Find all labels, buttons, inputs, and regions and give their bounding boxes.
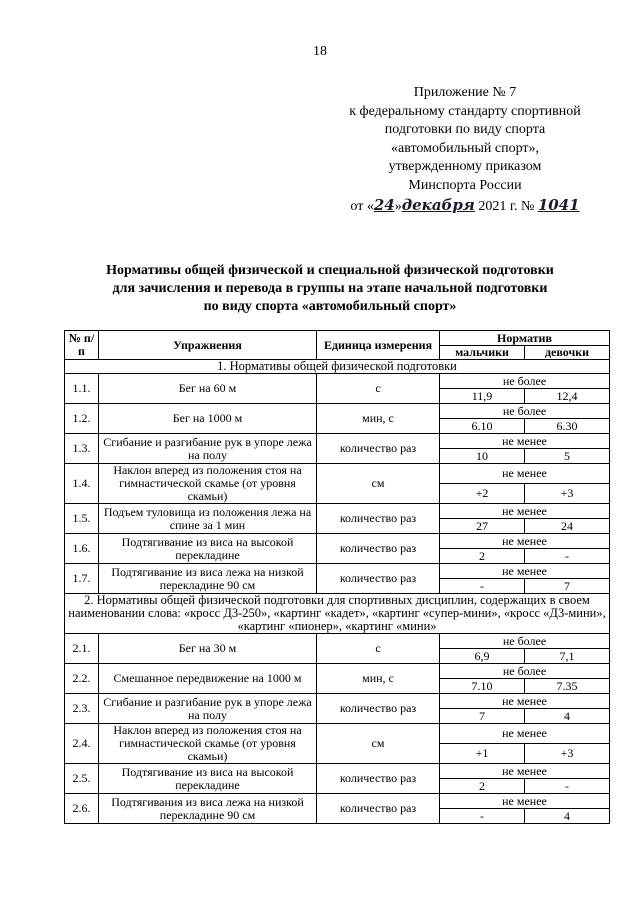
- unit-cell: мин, с: [317, 404, 440, 434]
- norm-qualifier: не менее: [440, 504, 610, 519]
- date-prefix: от «: [350, 198, 374, 214]
- girls-value: -: [525, 549, 610, 564]
- norm-qualifier: не более: [440, 664, 610, 679]
- row-number: 2.6.: [65, 794, 99, 824]
- table-row: [65, 564, 610, 579]
- exercise-name: Подтягивание из виса на высокой перекладине: [99, 534, 317, 564]
- section1-body: [65, 360, 610, 594]
- row-number: 1.7.: [65, 564, 99, 594]
- header-unit: Единица измерения: [317, 331, 440, 360]
- row-number: 1.2.: [65, 404, 99, 434]
- norm-qualifier: не менее: [440, 764, 610, 779]
- norm-qualifier: не менее: [440, 434, 610, 449]
- appendix-line: «автомобильный спорт»,: [390, 140, 540, 156]
- norm-qualifier: не менее: [440, 794, 610, 809]
- unit-cell: количество раз: [317, 504, 440, 534]
- unit-cell: см: [317, 464, 440, 504]
- unit-cell: количество раз: [317, 534, 440, 564]
- date-mid: »: [394, 198, 402, 214]
- unit-cell: количество раз: [317, 694, 440, 724]
- row-number: 2.1.: [65, 634, 99, 664]
- unit-cell: с: [317, 634, 440, 664]
- table-row: [65, 504, 610, 519]
- girls-value: -: [525, 779, 610, 794]
- exercise-name: Подъем туловища из положения лежа на спине за 1 мин: [99, 504, 317, 534]
- handwritten-order-number: 1041: [537, 195, 580, 214]
- row-number: 2.2.: [65, 664, 99, 694]
- exercise-name: Бег на 30 м: [99, 634, 317, 664]
- section-header: [65, 360, 610, 374]
- norm-qualifier: не более: [440, 634, 610, 649]
- girls-value: 6.30: [525, 419, 610, 434]
- exercise-name: Сгибание и разгибание рук в упоре лежа на полу: [99, 694, 317, 724]
- table-row: [65, 764, 610, 779]
- boys-value: 6,9: [440, 649, 525, 664]
- title-line: Нормативы общей физической и специальной физической подготовки: [106, 263, 554, 278]
- exercise-name: Наклон вперед из положения стоя на гимнастической скамье (от уровня скамьи): [99, 464, 317, 504]
- row-number: 2.3.: [65, 694, 99, 724]
- exercise-name: Подтягивания из виса лежа на низкой перекладине 90 см: [99, 794, 317, 824]
- row-number: 1.4.: [65, 464, 99, 504]
- norm-qualifier: не менее: [440, 564, 610, 579]
- table-row: [65, 794, 610, 809]
- section-header: [65, 594, 610, 634]
- appendix-line: утвержденному приказом: [388, 159, 542, 175]
- girls-value: 4: [525, 809, 610, 824]
- exercise-name: Наклон вперед из положения стоя на гимнастической скамье (от уровня скамьи): [99, 724, 317, 764]
- appendix-line: подготовки по виду спорта: [384, 122, 546, 138]
- boys-value: 7: [440, 709, 525, 724]
- boys-value: -: [440, 579, 525, 594]
- girls-value: +3: [525, 484, 610, 504]
- section2-title: 2. Нормативы общей физической подготовки для спортивных дисциплин, содержащих в своем наименовании слова: «кросс Д3-250», «картинг «кадет», «картинг «супер-мини», «кросс «Д3-мини», «картинг «пионер», «картинг «мини»: [65, 594, 610, 634]
- girls-value: 5: [525, 449, 610, 464]
- norm-qualifier: не менее: [440, 464, 610, 484]
- exercise-name: Бег на 1000 м: [99, 404, 317, 434]
- unit-cell: с: [317, 374, 440, 404]
- exercise-name: Бег на 60 м: [99, 374, 317, 404]
- header-norm: Норматив: [440, 331, 610, 346]
- date-year: 2021 г. №: [478, 198, 535, 214]
- document-title: [60, 262, 600, 316]
- table-row: [65, 724, 610, 744]
- row-number: 1.1.: [65, 374, 99, 404]
- section1-title: 1. Нормативы общей физической подготовки: [65, 360, 610, 374]
- handwritten-month: декабря: [401, 195, 475, 214]
- norm-qualifier: не менее: [440, 534, 610, 549]
- unit-cell: количество раз: [317, 764, 440, 794]
- table-row: [65, 694, 610, 709]
- boys-value: 6.10: [440, 419, 525, 434]
- appendix-line: Приложение № 7: [413, 85, 517, 100]
- row-number: 1.6.: [65, 534, 99, 564]
- row-number: 1.5.: [65, 504, 99, 534]
- unit-cell: количество раз: [317, 434, 440, 464]
- girls-value: 12,4: [525, 389, 610, 404]
- unit-cell: количество раз: [317, 794, 440, 824]
- girls-value: 7.35: [525, 679, 610, 694]
- boys-value: 11,9: [440, 389, 525, 404]
- appendix-line: к федеральному стандарту спортивной: [349, 103, 581, 119]
- boys-value: -: [440, 809, 525, 824]
- row-number: 2.4.: [65, 724, 99, 764]
- header-num: № п/п: [65, 331, 99, 360]
- girls-value: 7: [525, 579, 610, 594]
- exercise-name: Смешанное передвижение на 1000 м: [99, 664, 317, 694]
- page-number: 18: [313, 44, 327, 59]
- boys-value: 7.10: [440, 679, 525, 694]
- appendix-line: Минспорта России: [408, 177, 522, 193]
- title-line: для зачисления и перевода в группы на этапе начальной подготовки: [112, 281, 548, 296]
- girls-value: 24: [525, 519, 610, 534]
- exercise-name: Подтягивание из виса на высокой перекладине: [99, 764, 317, 794]
- boys-value: 27: [440, 519, 525, 534]
- order-date-line: [300, 196, 630, 217]
- table-row: [65, 534, 610, 549]
- unit-cell: количество раз: [317, 564, 440, 594]
- section2-body: [65, 594, 610, 824]
- header-exercises: Упражнения: [99, 331, 317, 360]
- row-number: 1.3.: [65, 434, 99, 464]
- norm-qualifier: не более: [440, 404, 610, 419]
- boys-value: 10: [440, 449, 525, 464]
- norm-qualifier: не более: [440, 374, 610, 389]
- unit-cell: мин, с: [317, 664, 440, 694]
- table-row: [65, 634, 610, 649]
- boys-value: +1: [440, 744, 525, 764]
- table-row: [65, 374, 610, 389]
- exercise-name: Сгибание и разгибание рук в упоре лежа на полу: [99, 434, 317, 464]
- boys-value: 2: [440, 779, 525, 794]
- table-row: [65, 664, 610, 679]
- boys-value: 2: [440, 549, 525, 564]
- appendix-block: [300, 84, 630, 216]
- header-girls: девочки: [525, 346, 610, 360]
- girls-value: +3: [525, 744, 610, 764]
- table-row: [65, 464, 610, 484]
- table-row: [65, 404, 610, 419]
- handwritten-day: 24: [373, 195, 395, 214]
- norms-table: [64, 330, 610, 824]
- title-line: по виду спорта «автомобильный спорт»: [203, 299, 457, 314]
- row-number: 2.5.: [65, 764, 99, 794]
- exercise-name: Подтягивание из виса лежа на низкой перекладине 90 см: [99, 564, 317, 594]
- boys-value: +2: [440, 484, 525, 504]
- norm-qualifier: не менее: [440, 724, 610, 744]
- girls-value: 7,1: [525, 649, 610, 664]
- girls-value: 4: [525, 709, 610, 724]
- header-boys: мальчики: [440, 346, 525, 360]
- table-row: [65, 434, 610, 449]
- norm-qualifier: не менее: [440, 694, 610, 709]
- unit-cell: см: [317, 724, 440, 764]
